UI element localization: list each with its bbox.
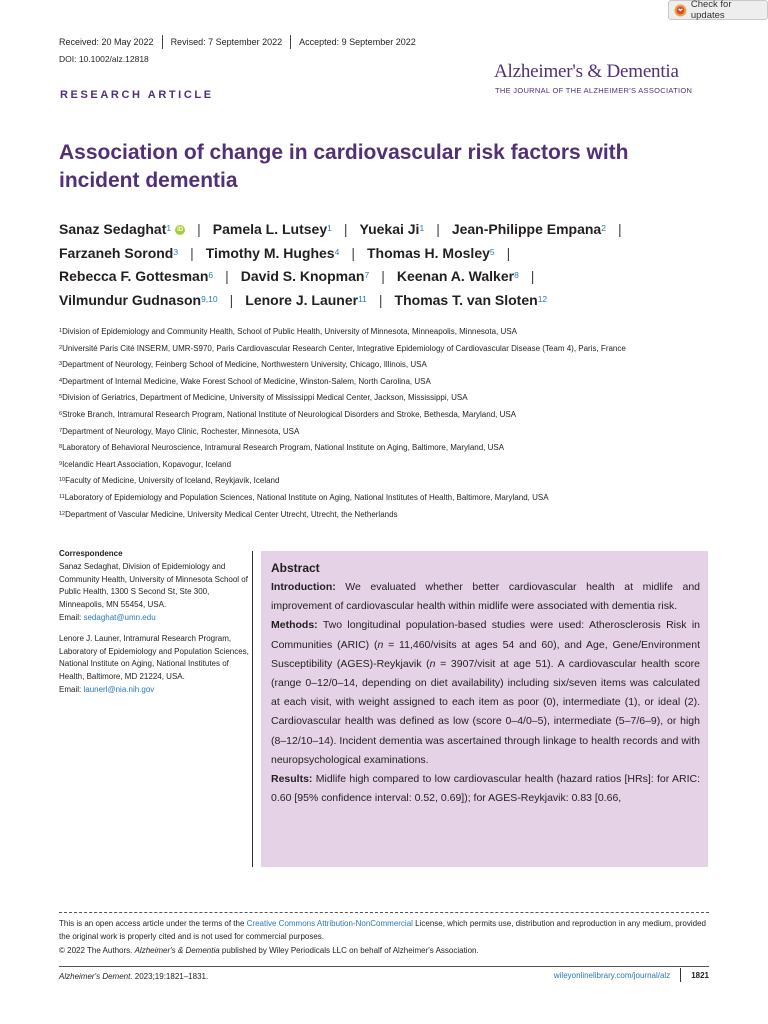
revised-date: Revised: 7 September 2022 <box>170 37 283 47</box>
author-name: Pamela L. Lutsey <box>212 221 328 237</box>
affiliation <box>59 374 719 391</box>
author-separator: | <box>436 221 440 237</box>
abstract-text: We evaluated whether better cardiovascular health at midlife and improvement of cardiovascular health within midlife were associated with dementia risk. <box>271 581 700 613</box>
journal-url-link[interactable]: wileyonlinelibrary.com/journal/alz <box>553 970 671 980</box>
correspondence-entry <box>59 633 249 697</box>
article-title: Association of change in cardiovascular risk factors with incident dementia <box>59 141 629 192</box>
author[interactable] <box>213 221 332 237</box>
author-affiliation-number: 11 <box>358 293 367 304</box>
author-affiliation-number: 1 <box>166 223 172 233</box>
journal-logo-subtitle: THE JOURNAL OF THE ALZHEIMER'S ASSOCIATION <box>495 86 693 95</box>
journal-logo-name: Alzheimer's & Dementia <box>494 61 679 82</box>
affiliation <box>59 440 719 457</box>
author[interactable] <box>59 245 178 261</box>
author-separator: | <box>506 244 511 261</box>
date-separator <box>162 35 163 49</box>
copyright-journal: Alzheimer's & Dementia <box>134 946 220 955</box>
page-number: 1821 <box>691 970 709 980</box>
author-affiliation-number: 2 <box>601 223 606 233</box>
author[interactable] <box>452 221 606 237</box>
abstract-italic: n <box>429 657 436 670</box>
affiliation-text: Université Paris Cité INSERM, UMR-S970, Paris Cardiovascular Research Center, Integrative Epidemiology of Cardiovascular Disease (Team 4), Paris, France <box>62 343 626 353</box>
affiliation-number: 9 <box>59 460 63 467</box>
author-affiliation-number: 7 <box>364 270 370 280</box>
affiliation <box>59 507 719 524</box>
correspondence-address: Lenore J. Launer, Intramural Research Program, Laboratory of Epidemiology and Population Sciences, National Institute on Aging, National Institutes of Health, Baltimore, MD 21224, USA. <box>59 633 249 682</box>
author-line <box>59 265 719 289</box>
affiliation-text: Laboratory of Epidemiology and Population Sciences, National Institute on Aging, National Institutes of Health, Baltimore, Maryland, USA <box>64 492 549 502</box>
correspondence-entry <box>59 561 249 625</box>
author-affiliation-number: 4 <box>334 246 340 257</box>
affiliation <box>59 457 719 474</box>
affiliation-number: 10 <box>59 477 66 484</box>
article-type: RESEARCH ARTICLE <box>60 89 214 101</box>
abstract-section-label: Introduction: <box>271 581 336 593</box>
author-name: Thomas H. Mosley <box>366 244 490 261</box>
doi: DOI: 10.1002/alz.12818 <box>59 54 149 64</box>
copyright-notice <box>59 945 479 958</box>
author[interactable] <box>59 268 213 284</box>
orcid-icon[interactable]: iD <box>177 227 184 234</box>
author-affiliation-number: 3 <box>173 246 179 257</box>
correspondence-address: Sanaz Sedaghat, Division of Epidemiology and Community Health, University of Minnesota School of Public Health, 1300 S Second St, Ste 300, Minneapolis, MN 55454, USA. <box>59 561 248 610</box>
email-link[interactable]: sedaghat@umn.edu <box>83 612 156 622</box>
accepted-date: Accepted: 9 September 2022 <box>299 37 416 47</box>
author[interactable] <box>245 292 367 308</box>
author[interactable] <box>395 292 548 308</box>
author-separator: | <box>197 221 201 237</box>
abstract-introduction <box>271 578 700 616</box>
footer-rule <box>59 966 709 967</box>
abstract-heading: Abstract <box>271 561 320 575</box>
date-separator <box>290 35 291 49</box>
author-list <box>59 218 719 312</box>
affiliation <box>59 341 719 358</box>
license-link[interactable]: Creative Commons Attribution-NonCommercial <box>246 919 413 928</box>
author-name: Sanaz Sedaghat <box>59 221 167 237</box>
affiliation-number: 2 <box>59 344 63 351</box>
author-affiliation-number: 6 <box>208 270 214 280</box>
author[interactable] <box>206 245 340 261</box>
copyright-text: © 2022 The Authors. <box>59 946 135 955</box>
affiliation-text: Division of Geriatrics, Department of Medicine, University of Mississippi Medical Center, Jackson, Mississippi, USA <box>62 393 468 403</box>
author-separator: | <box>617 221 622 237</box>
license-divider <box>59 912 709 913</box>
affiliation <box>59 490 719 507</box>
abstract-text: = 3907/visit at age 51). A cardiovascular health score (range 0–12/0–14, depending on diet availability) including six/seven items was calculated at each visit, with weight assigned to each item as poor (0), intermediate (1), or ideal (2). Cardiovascular health was defined as low (score 0–4/0–5), intermediate (5–7/6–9), or high (8–12/10–14). Incident dementia was ascertained through linkage to health records and with neuropsychological examinations. <box>271 657 701 766</box>
citation-details: 2023;19:1821–1831. <box>132 972 209 981</box>
author-affiliation-number: 12 <box>537 293 548 304</box>
update-badge-icon <box>674 4 687 17</box>
affiliation-text: Division of Epidemiology and Community Health, School of Public Health, University of Minnesota, Minneapolis, Minnesota, USA <box>62 327 517 336</box>
author-affiliation-number: 1 <box>419 223 425 233</box>
affiliation-text: Department of Internal Medicine, Wake Forest School of Medicine, Winston-Salem, North Carolina, USA <box>62 376 431 386</box>
abstract-text: Two longitudinal population-based studies were used: Atherosclerosis Risk in Communities (ARIC) ( <box>271 619 700 651</box>
email-label: Email: <box>59 612 82 622</box>
affiliation-number: 6 <box>59 410 63 417</box>
email-label: Email: <box>59 684 82 694</box>
author-separator: | <box>225 268 229 284</box>
correspondence-heading: Correspondence <box>59 549 123 558</box>
affiliation-number: 12 <box>59 510 66 517</box>
author[interactable] <box>59 221 185 237</box>
license-text: This is an open access article under the terms of the <box>59 919 247 928</box>
abstract-section-label: Methods: <box>271 619 318 632</box>
author-name: Lenore J. Launer <box>245 291 359 308</box>
author-separator: | <box>351 244 355 261</box>
author-name: Vilmundur Gudnason <box>59 291 202 308</box>
author-separator: | <box>381 268 385 284</box>
affiliation-number: 3 <box>59 361 63 368</box>
affiliation-text: Department of Neurology, Mayo Clinic, Rochester, Minnesota, USA <box>62 426 300 436</box>
citation-journal: Alzheimer's Dement. <box>59 972 133 981</box>
affiliation-number: 11 <box>59 493 65 500</box>
author[interactable] <box>367 245 495 261</box>
author[interactable] <box>241 268 369 284</box>
affiliation-text: Department of Vascular Medicine, University Medical Center Utrecht, Utrecht, the Netherlands <box>65 509 398 519</box>
author-separator: | <box>378 291 383 308</box>
license-notice <box>59 918 709 943</box>
author-affiliation-number: 9,10 <box>201 293 218 304</box>
abstract-results <box>271 770 700 808</box>
author-name: David S. Knopman <box>240 268 365 284</box>
author-affiliation-number: 1 <box>327 223 332 233</box>
received-date: Received: 20 May 2022 <box>59 37 154 47</box>
author-separator: | <box>190 244 194 261</box>
author[interactable] <box>59 292 218 308</box>
footer-separator <box>680 968 681 982</box>
author-separator: | <box>229 291 234 308</box>
abstract-text: Midlife high compared to low cardiovascular health (hazard ratios [HRs]: for ARIC: 0.60 [95% confidence interval: 0.52, 0.69]); for AGES-Reykjavik: 0.83 [0.66, <box>271 773 700 805</box>
author-name: Timothy M. Hughes <box>205 244 335 261</box>
check-for-updates-button[interactable] <box>668 0 768 20</box>
affiliation <box>59 407 719 424</box>
author-name: Jean-Philippe Empana <box>451 221 602 237</box>
affiliation-number: 1 <box>59 328 63 334</box>
footer-citation <box>59 972 208 981</box>
author-separator: | <box>530 268 535 284</box>
abstract-section-label: Results: <box>271 773 313 786</box>
affiliation-number: 5 <box>59 394 63 401</box>
copyright-text: published by Wiley Periodicals LLC on behalf of Alzheimer's Association. <box>219 946 479 955</box>
affiliation-text: Stroke Branch, Intramural Research Program, National Institute of Neurological Disorders and Stroke, Bethesda, Maryland, USA <box>62 409 517 419</box>
author-name: Yuekai Ji <box>359 221 420 237</box>
abstract-italic: n <box>377 638 384 651</box>
affiliation <box>59 473 719 490</box>
affiliation-number: 8 <box>59 444 63 451</box>
author-name: Thomas T. van Sloten <box>394 291 538 308</box>
abstract-box <box>261 551 708 867</box>
affiliation-text: Laboratory of Behavioral Neuroscience, Intramural Research Program, National Institute on Aging, Baltimore, Maryland, USA <box>62 443 505 453</box>
author-line <box>59 242 719 266</box>
affiliation-number: 7 <box>59 427 63 434</box>
affiliation <box>59 424 719 441</box>
author-name: Keenan A. Walker <box>396 268 515 284</box>
author-line <box>59 289 719 313</box>
license-text: License, which permits use, distribution and reproduction in any medium, provided the original work is properly cited and is not used for commercial purposes. <box>59 919 706 941</box>
affiliation-number: 4 <box>59 377 63 384</box>
author[interactable] <box>397 268 519 284</box>
article-dates <box>59 35 416 49</box>
check-for-updates-label: Check for updates <box>690 0 732 21</box>
affiliation-text: Icelandic Heart Association, Kopavogur, Iceland <box>62 459 232 469</box>
column-divider <box>252 551 253 867</box>
author-separator: | <box>343 221 348 237</box>
author-name: Farzaneh Sorond <box>59 244 174 261</box>
author-affiliation-number: 8 <box>514 270 519 280</box>
email-link[interactable]: launerl@nia.nih.gov <box>83 684 155 694</box>
author[interactable] <box>360 221 425 237</box>
author-line <box>59 218 719 242</box>
affiliation <box>59 357 719 374</box>
correspondence <box>59 548 249 705</box>
affiliation-list <box>59 324 719 523</box>
affiliation-text: Department of Neurology, Feinberg School of Medicine, Northwestern University, Chicago, Illinois, USA <box>62 360 427 370</box>
author-name: Rebecca F. Gottesman <box>59 268 209 284</box>
abstract-text: = 11,460/visits at ages 54 and 60), and Age, Gene/Environment Susceptibility (AGES)-Reykjavik ( <box>271 638 700 670</box>
affiliation-text: Faculty of Medicine, University of Iceland, Reykjavik, Iceland <box>65 476 280 486</box>
footer-right <box>554 968 709 982</box>
author-affiliation-number: 5 <box>489 246 495 257</box>
affiliation <box>59 390 719 407</box>
affiliation <box>59 324 719 341</box>
abstract-methods <box>271 616 700 770</box>
